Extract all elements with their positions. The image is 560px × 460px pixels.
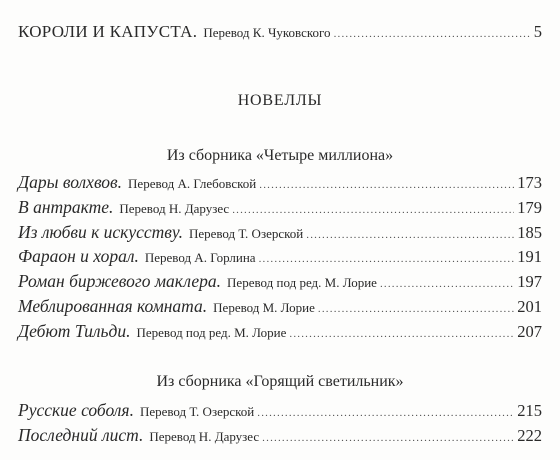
toc-entry [18,400,542,421]
toc-entry [18,271,542,292]
dot-leader [306,229,514,241]
entry-page-number: 197 [517,272,542,291]
toc-entry-kings-and-cabbages [18,22,542,42]
entry-title: Фараон и хорал. [18,246,139,266]
entry-title: Последний лист. [18,425,144,445]
entry-translator: Перевод Н. Дарузес [149,429,260,444]
entry-title: Меблированная комната. [18,296,208,316]
dot-leader [259,253,515,265]
entry-page-number: 207 [517,322,542,341]
entry-page-number: 201 [517,297,542,316]
entry-translator: Перевод М. Лорие [213,300,315,315]
entry-translator: Перевод К. Чуковского [203,25,331,40]
entry-translator: Перевод под ред. М. Лорие [227,275,377,290]
toc-entry [18,197,542,218]
entry-page-number: 5 [533,22,542,41]
entry-translator: Перевод А. Горлина [144,250,256,265]
toc-entry [18,425,542,446]
entry-title: Дебют Тильди. [18,321,131,341]
entry-title: Роман биржевого маклера. [18,271,222,291]
toc-entry [18,321,542,342]
entry-title: Дары волхвов. [18,172,123,192]
entry-translator: Перевод А. Глебовской [128,176,257,191]
entry-title: КОРОЛИ И КАПУСТА. [18,22,198,41]
entry-title: Из любви к искусству. [18,222,183,242]
dot-leader [289,328,514,340]
entry-page-number: 222 [517,426,542,445]
entry-translator: Перевод Т. Озерской [139,404,255,419]
toc-entry [18,296,542,317]
entry-title: Русские соболя. [18,400,134,420]
entry-page-number: 185 [517,223,542,242]
dot-leader [257,407,514,419]
entry-translator: Перевод под ред. М. Лорие [136,325,287,340]
entry-translator: Перевод Н. Дарузес [119,201,230,216]
dot-leader [380,278,514,290]
entry-page-number: 191 [517,247,542,266]
entry-page-number: 173 [517,173,542,192]
dot-leader [232,204,514,216]
dot-leader [318,303,514,315]
dot-leader [259,179,514,191]
entry-title: В антракте. [18,197,114,217]
collection-heading: Из сборника «Четыре миллиона» [166,147,394,164]
dot-leader [334,28,531,40]
entry-translator: Перевод Т. Озерской [188,226,304,241]
section-title: НОВЕЛЛЫ [237,92,323,109]
toc-entry [18,246,542,267]
toc-entry [18,222,542,243]
collection-heading: Из сборника «Горящий светильник» [156,373,404,390]
dot-leader [262,432,514,444]
entry-page-number: 179 [517,198,542,217]
toc-entry [18,172,542,193]
entry-page-number: 215 [517,401,542,420]
